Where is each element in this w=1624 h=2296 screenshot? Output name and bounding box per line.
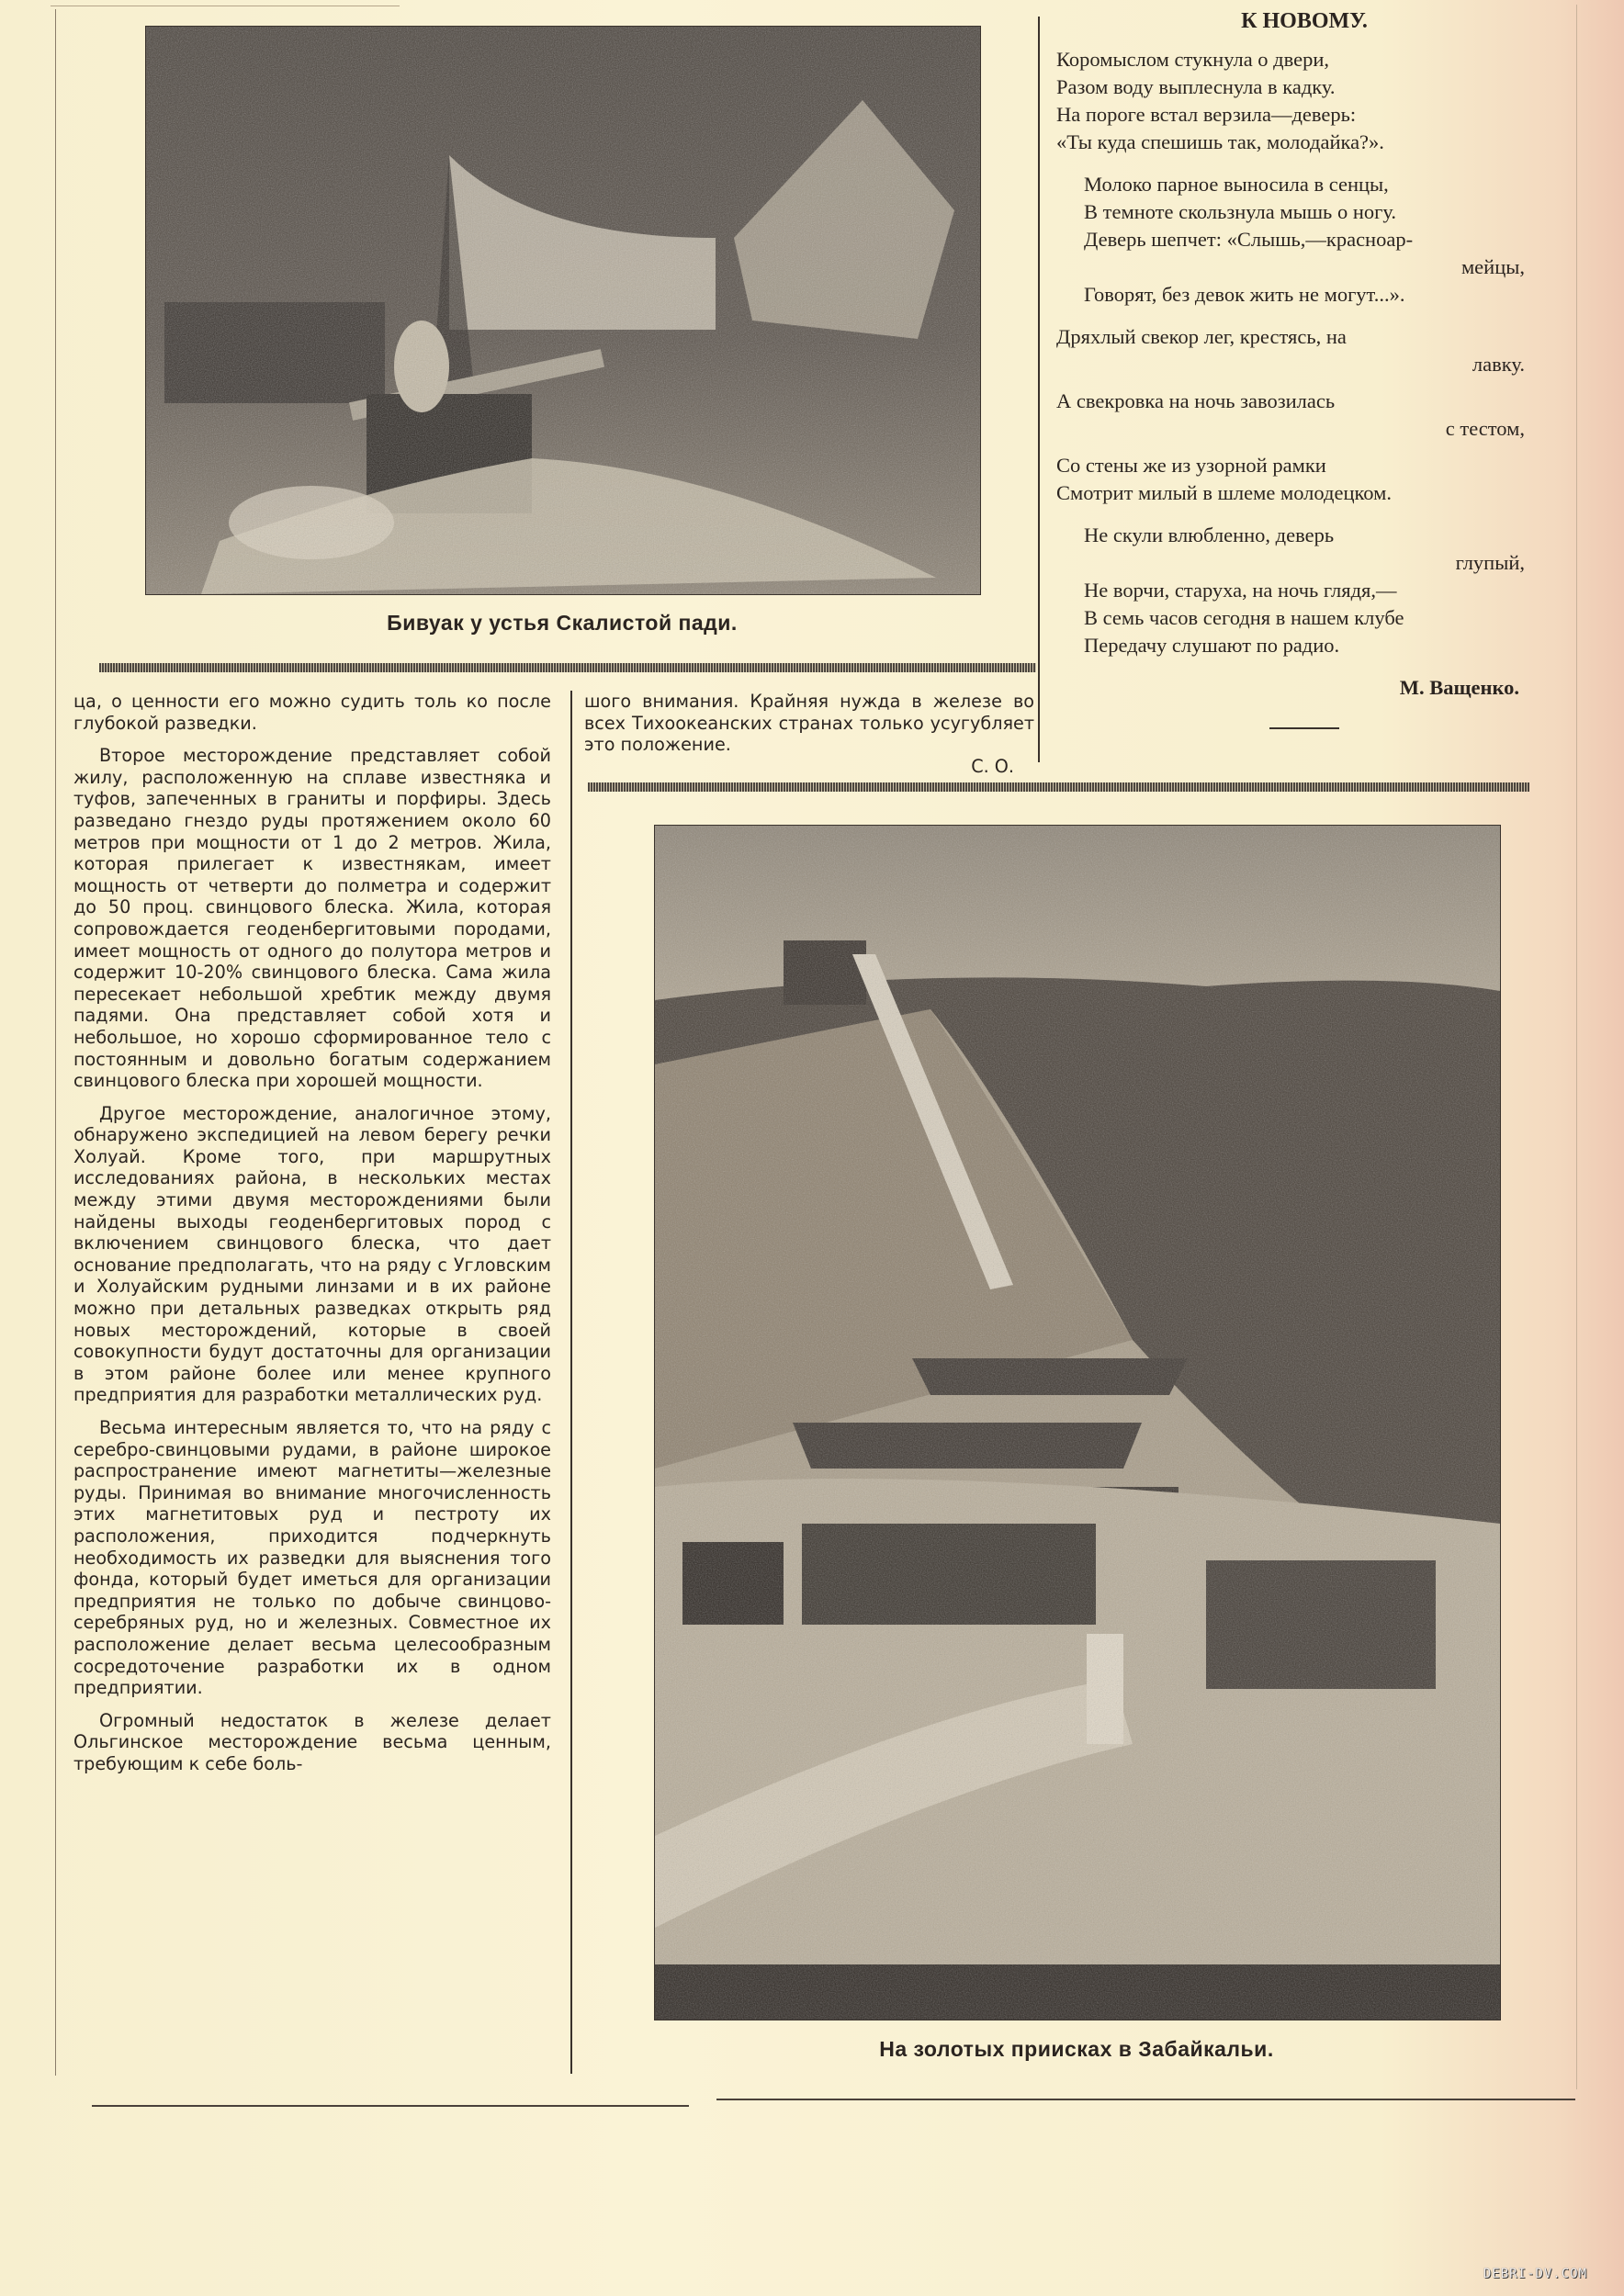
poem-line: Коромыслом стукнула о двери,	[1056, 48, 1330, 71]
poem-line: Со стены же из узорной рамки	[1056, 454, 1326, 477]
poem-line: Не скули влюбленно, деверь	[1084, 523, 1335, 546]
poem-line: Передачу слушают по радио.	[1084, 634, 1340, 657]
poem-author: М. Ващенко.	[1399, 676, 1519, 699]
poem-line: В темноте скользнула мышь о ногу.	[1084, 200, 1396, 223]
article-paragraph: Весьма интересным является то, что на ряду с серебро-свинцовыми рудами, в районе широкое распространение имеют магнетиты—железные руды. Принимая во внимание многочисленность этих магнетитовых руд и пестроту их расположения, приходится подчеркнуть необходимость их разведки для выяснения того фонда, который будет иметься для организации предприятия не только по добыче свинцово-серебряных руд, но и железных. Совместное их расположение делает весьма целесообразным сосредоточение разработки их в одном предприятии.	[73, 1417, 551, 1699]
page-bottom-rule-right	[716, 2099, 1575, 2100]
article-paragraph: Второе месторождение представляет собой жилу, расположенную на сплаве известняка и туфов, запеченных в граниты и порфиры. Здесь разведано гнездо руды протяжением около 60 метров при мощности от 1 до 2 метров. Жила, которая прилегает к известнякам, имеет мощность от четверти до полметра и содержит до 50 проц. свинцового блеска. Жила, которая сопровождается геоденбергитовыми породами, имеет мощность от одного до полутора метров и содержит 10-20% свинцового блеска. Сама жила пересекает небольшой хребтик между двумя падями. Она представляет собой хотя и небольшое, но хорошо сформированное тело с постоянным и довольно богатым содержанием свинцового блеска при хорошей мощности.	[73, 745, 551, 1092]
article-paragraph: Огромный недостаток в железе делает Ольгинское месторождение весьма ценным, требующим к себе боль-	[73, 1709, 551, 1774]
poem-line: Дряхлый свекор лег, крестясь, на	[1056, 325, 1347, 348]
photo-bivouac-caption: Бивуак у устья Скалистой пади.	[387, 611, 738, 635]
gold-mines-photo-image	[655, 826, 1500, 2020]
poem-line: Молоко парное выносила в сенцы,	[1084, 173, 1389, 196]
photo-gold-mines-caption: На золотых приисках в Забайкальи.	[879, 2037, 1274, 2061]
article-paragraph: шого внимания. Крайняя нужда в железе во всех Тихоокеанских странах только усугубляет это положение.	[584, 691, 1034, 756]
poem-body	[1056, 46, 1525, 729]
page-bottom-rule	[92, 2105, 689, 2107]
poem-line: На пороге встал верзила—деверь:	[1056, 103, 1357, 126]
poem-stanza	[1056, 171, 1525, 309]
poem-line: В семь часов сегодня в нашем клубе	[1084, 606, 1404, 629]
right-page-border	[1576, 5, 1577, 2089]
photo-gold-mines	[654, 825, 1501, 2020]
section-divider-rule-right	[588, 782, 1529, 792]
article-column-divider	[570, 691, 572, 2074]
poem-line: «Ты куда спешишь так, молодайка?».	[1056, 130, 1384, 153]
poem-stanza	[1056, 522, 1525, 659]
poem-title: К НОВОМУ.	[1241, 9, 1368, 33]
article-paragraph: Другое месторождение, аналогичное этому, обнаружено экспедицией на левом берегу речки Холуай. Кроме того, при маршрутных исследованиях района, в нескольких местах между этими двумя месторождениями были найдены выходы геоденбергитовых пород с включением свинцового блеска, что дает основание предполагать, что на ряду с Угловским и Холуайским рудными линзами и в их районе можно при детальных разведках открыть ряд новых месторождений, которые в своей совокупности будут достаточны для организации в этом районе более или менее крупного предприятия для разработки металлических руд.	[73, 1102, 551, 1406]
poem-line: лавку.	[1472, 353, 1525, 376]
poem-line: глупый,	[1455, 551, 1525, 574]
poem-line: Смотрит милый в шлеме молодецком.	[1056, 481, 1392, 504]
poem-line: с тестом,	[1445, 417, 1525, 440]
article-signature: С. О.	[971, 755, 1014, 777]
poem-column-divider	[1038, 17, 1040, 762]
photo-bivouac	[145, 26, 981, 595]
poem-line: мейцы,	[1460, 255, 1525, 278]
section-divider-rule	[99, 663, 1036, 672]
article-right-column	[584, 691, 1034, 777]
poem-line: Не ворчи, старуха, на ночь глядя,—	[1084, 579, 1397, 602]
poem-line: А свекровка на ночь завозилась	[1056, 389, 1336, 412]
poem-stanza	[1056, 46, 1525, 156]
article-paragraph: ца, о ценности его можно судить толь ко после глубокой разведки.	[73, 691, 551, 734]
poem-line: Деверь шепчет: «Слышь,—красноар-	[1084, 228, 1414, 251]
poem-line: Разом воду выплеснула в кадку.	[1056, 75, 1336, 98]
poem-end-dash	[1269, 727, 1339, 729]
page-left-border	[55, 9, 56, 2076]
watermark: DEBRI-DV.COM	[1483, 2267, 1587, 2281]
article-left-column	[73, 691, 551, 1786]
poem-line: Говорят, без девок жить не могут...».	[1084, 283, 1405, 306]
poem-stanza	[1056, 323, 1525, 507]
bivouac-photo-image	[146, 27, 980, 594]
